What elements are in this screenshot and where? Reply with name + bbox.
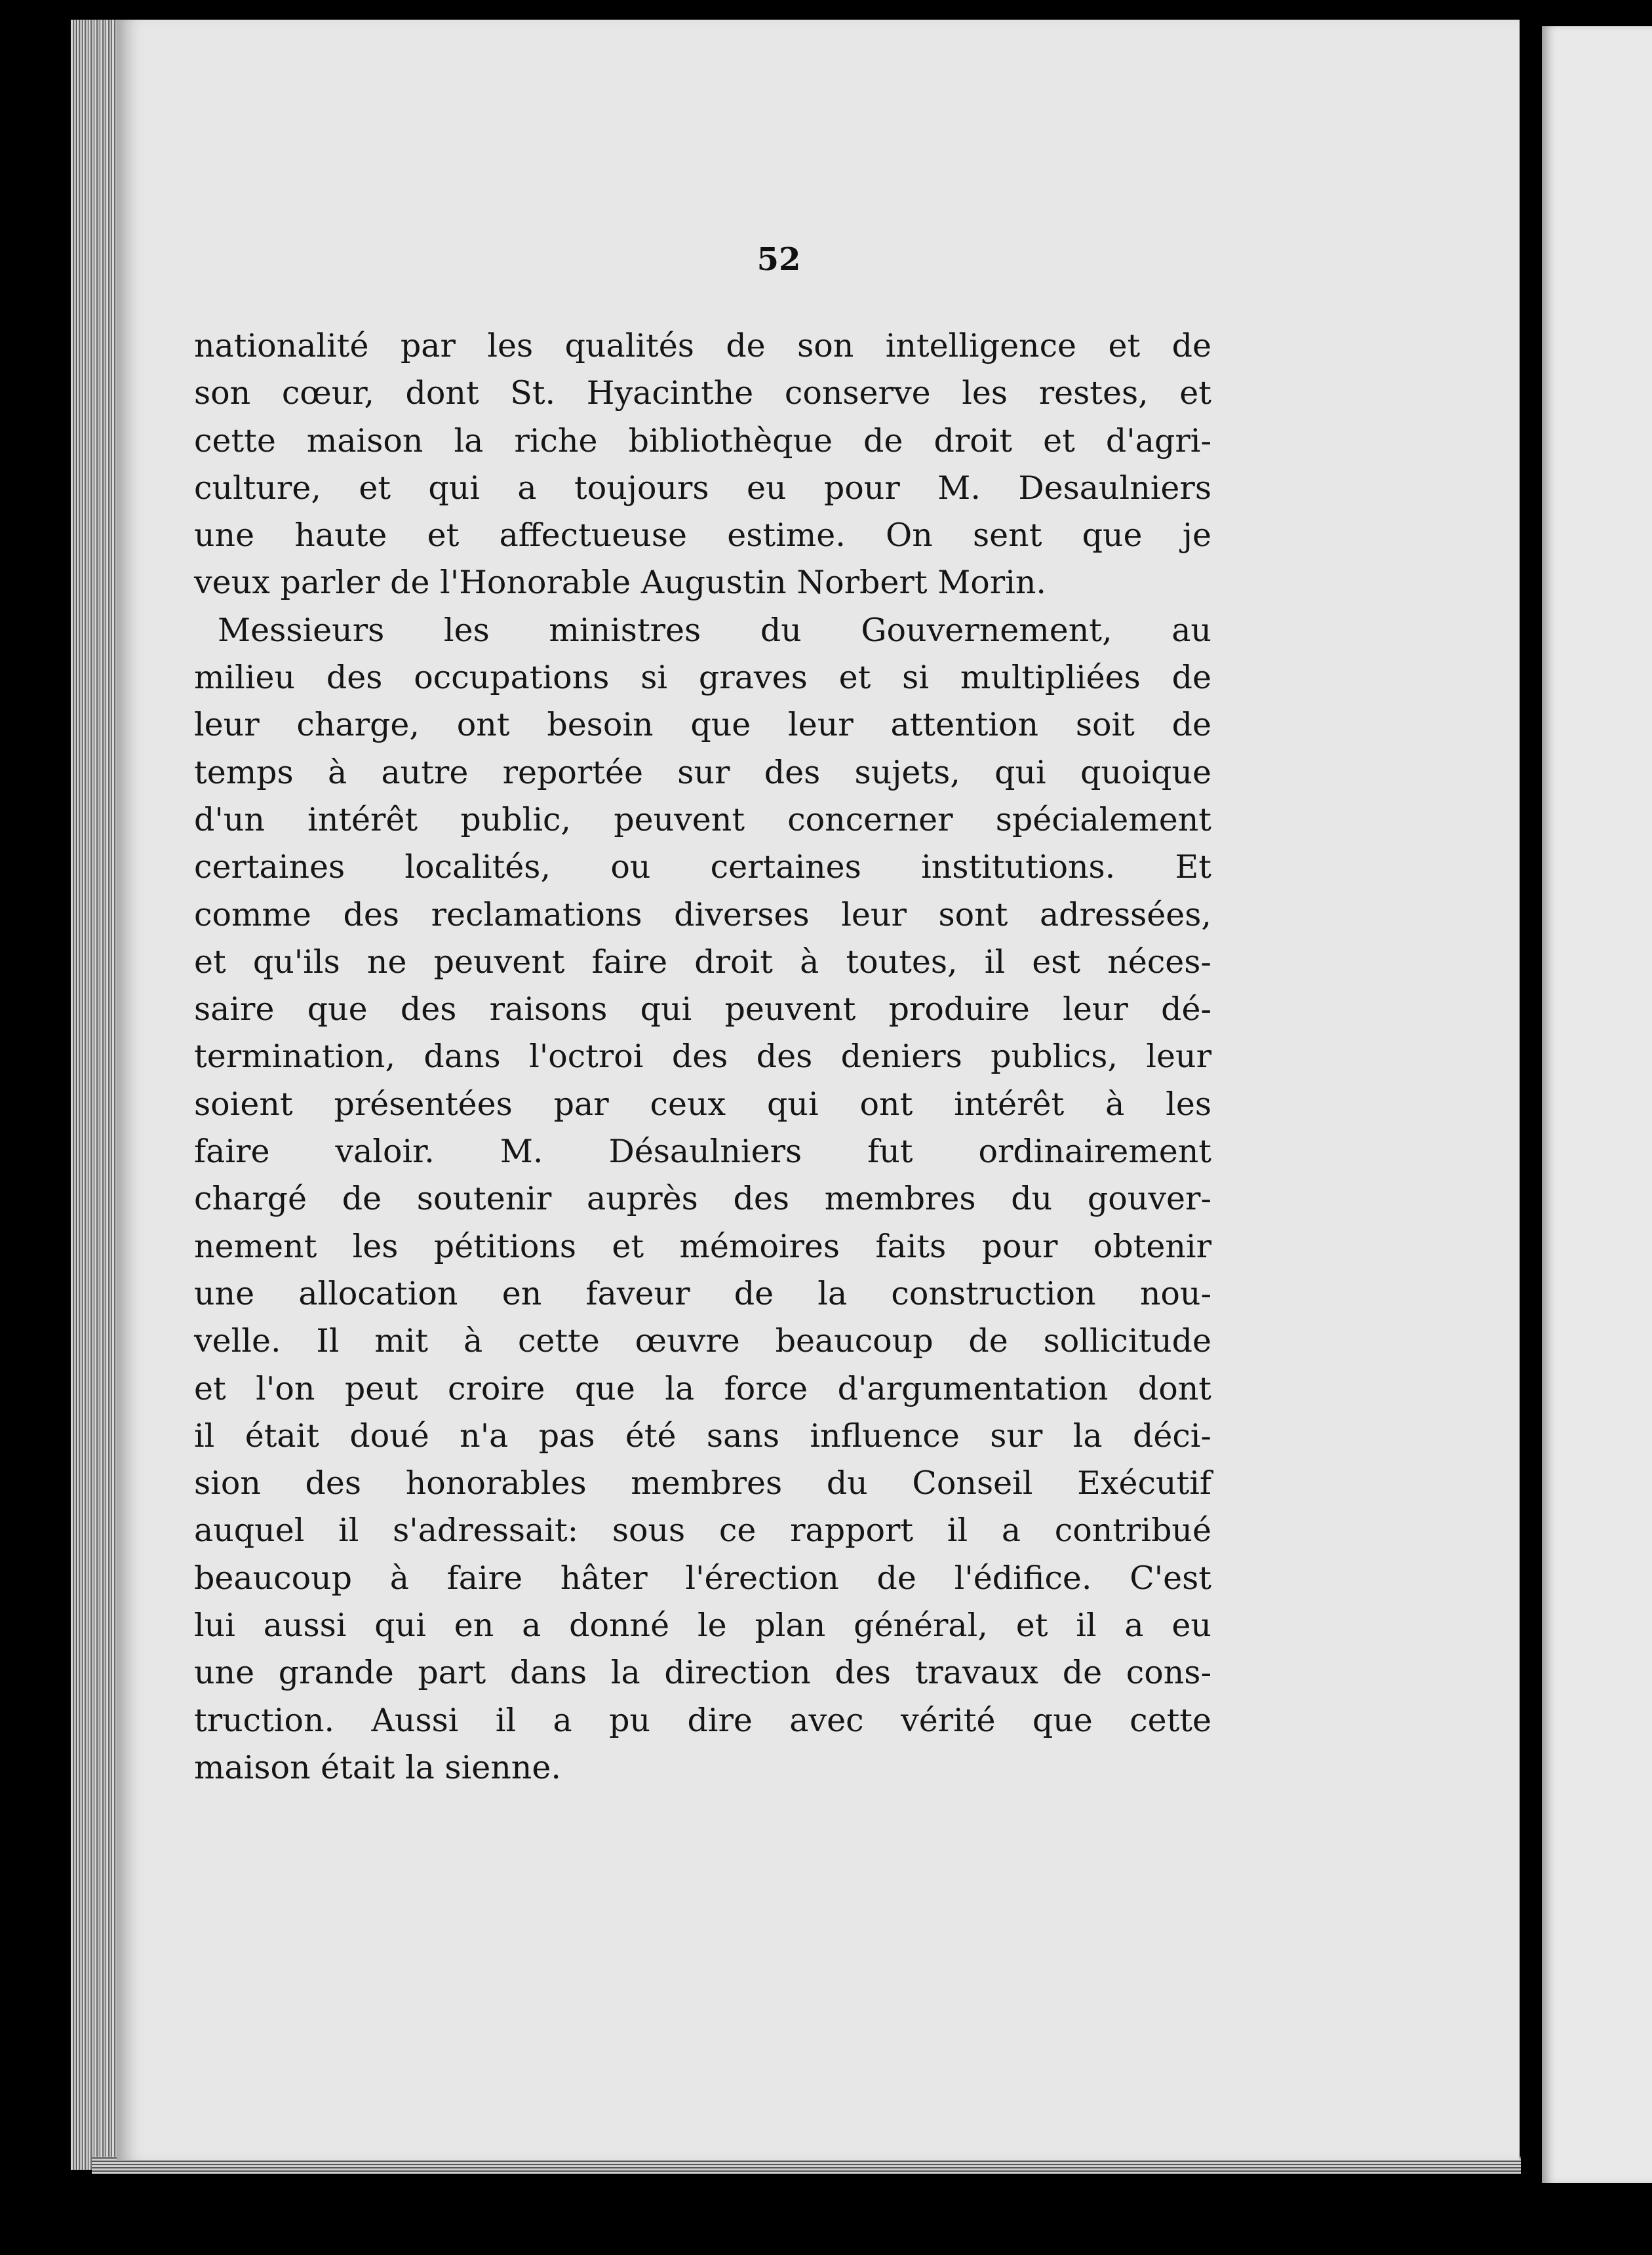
text-line: saire que des raisons qui peuvent produire leur dé- — [194, 990, 1211, 1029]
text-line: veux parler de l'Honorable Augustin Norbert Morin. — [194, 564, 1047, 602]
book-edge-left — [71, 20, 123, 2170]
page-body-text — [194, 323, 1211, 1792]
text-line: maison était la sienne. — [194, 1748, 561, 1786]
text-line: d'un intérêt public, peuvent concerner spécialement — [194, 800, 1211, 838]
text-line: velle. Il mit à cette œuvre beaucoup de sollicitude — [194, 1322, 1211, 1360]
text-line: nationalité par les qualités de son intelligence et de — [194, 327, 1211, 364]
text-line: culture, et qui a toujours eu pour M. Desaulniers — [194, 469, 1211, 507]
text-line: et qu'ils ne peuvent faire droit à toutes, il est néces- — [194, 943, 1211, 981]
text-line: truction. Aussi il a pu dire avec vérité que cette — [194, 1701, 1211, 1739]
text-line: nement les pétitions et mémoires faits pour obtenir — [194, 1227, 1211, 1265]
text-line: une allocation en faveur de la construction nou- — [194, 1274, 1211, 1312]
text-line: certaines localités, ou certaines institutions. Et — [194, 848, 1211, 886]
text-line: soient présentées par ceux qui ont intérêt à les — [194, 1085, 1211, 1123]
text-line: sion des honorables membres du Conseil Exécutif — [194, 1464, 1211, 1502]
text-line: Messieurs les ministres du Gouvernement, au — [218, 611, 1211, 649]
book-page — [117, 20, 1520, 2160]
text-line: chargé de soutenir auprès des membres du gouver- — [194, 1180, 1211, 1218]
text-line: cette maison la riche bibliothèque de droit et d'agri- — [194, 422, 1211, 460]
text-line: une haute et affectueuse estime. On sent que je — [194, 517, 1211, 555]
text-line: lui aussi qui en a donné le plan général, et il a eu — [194, 1607, 1211, 1645]
text-line: son cœur, dont St. Hyacinthe conserve les restes, et — [194, 374, 1211, 412]
facing-page-edge — [1542, 26, 1652, 2183]
text-line: leur charge, ont besoin que leur attention soit de — [194, 706, 1211, 744]
page-number: 52 — [757, 241, 801, 278]
text-line: auquel il s'adressait: sous ce rapport il a contribué — [194, 1512, 1211, 1550]
text-line: faire valoir. M. Désaulniers fut ordinairement — [194, 1133, 1211, 1171]
text-line: et l'on peut croire que la force d'argumentation dont — [194, 1369, 1211, 1407]
text-line: il était doué n'a pas été sans influence sur la déci- — [194, 1417, 1211, 1455]
text-line: temps à autre reportée sur des sujets, qui quoique — [194, 753, 1211, 791]
text-line: comme des reclamations diverses leur sont adressées, — [194, 895, 1211, 933]
text-line: termination, dans l'octroi des des deniers publics, leur — [194, 1038, 1211, 1076]
text-line: beaucoup à faire hâter l'érection de l'édifice. C'est — [194, 1559, 1211, 1597]
text-line: une grande part dans la direction des travaux de cons- — [194, 1654, 1211, 1692]
text-line: milieu des occupations si graves et si multipliées de — [194, 659, 1211, 697]
